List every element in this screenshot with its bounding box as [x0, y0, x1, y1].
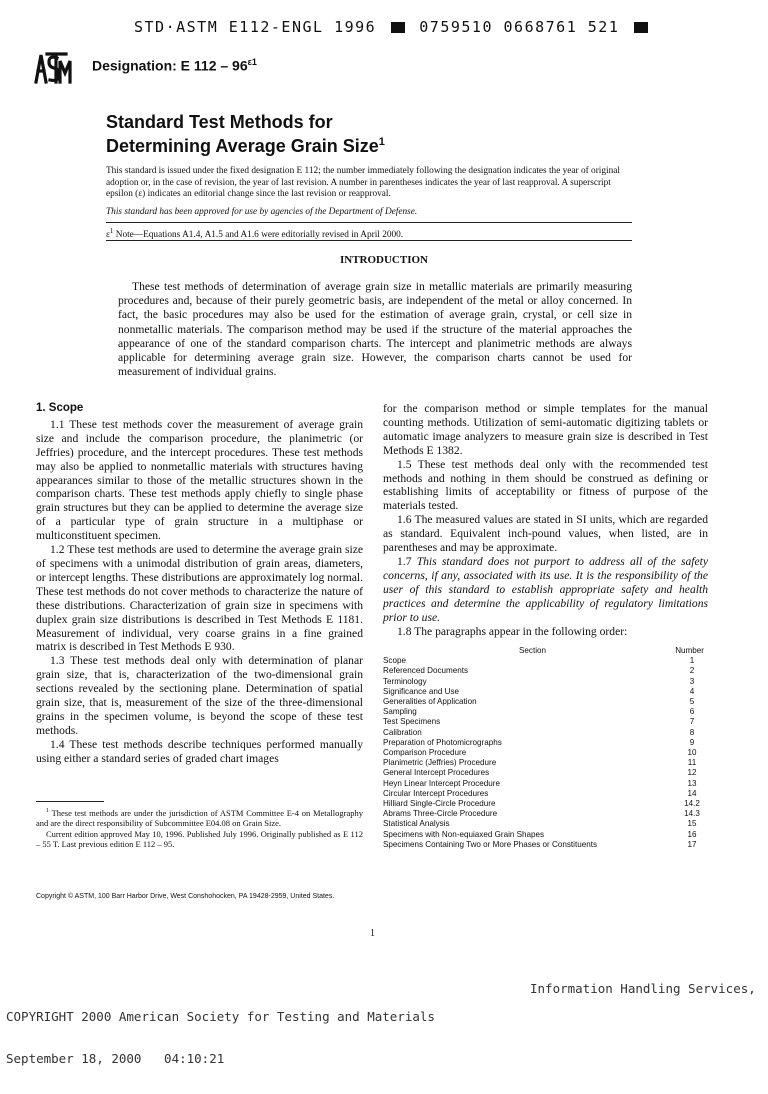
table-row	[383, 840, 710, 850]
paragraph-1-7-text: This standard does not purport to address all of the safety concerns, if any, associated with its use. It is the responsibility of the user of this standard to establish appropriate safety and health practices and determine the applicability of regulatory limitations prior to use.	[383, 554, 708, 624]
table-row	[383, 728, 710, 738]
row-number: 5	[689, 697, 695, 707]
row-section: General Intercept Procedures	[383, 768, 490, 778]
footer-provider: Information Handling Services,	[530, 981, 756, 996]
row-section: Referenced Documents	[383, 666, 469, 676]
designation-label: Designation: E 112 – 96	[92, 57, 248, 74]
paragraph-1-2: 1.2 These test methods are used to determine the average grain size of specimens with a unimodal distribution of grain areas, diameters, or intercept lengths. These distributions are approximately log normal. These test methods do not cover methods to characterize the nature of these distributions. Characterization of grain size in specimens with duplex grain size distributions is described in Test Methods E 1181. Measurement of individual, very coarse grains in a fine grained matrix is described in Test Methods E 930.	[36, 543, 363, 654]
table-row	[383, 717, 710, 727]
divider	[106, 240, 632, 241]
table-body	[383, 656, 710, 850]
paragraph-1-1: 1.1 These test methods cover the measurement of average grain size and include the comparison procedure, the planimetric (or Jeffries) procedure, and the intercept procedures. These test methods may also be applied to nonmetallic materials with structures having appearances similar to those of the metallic structures shown in the comparison charts. These test methods apply chiefly to single phase grain structures but they can be applied to determine the average size of a particular type of grain structure in a multiphase or multiconstituent specimen.	[36, 417, 363, 543]
left-column	[36, 402, 363, 766]
footnote-edition: Current edition approved May 10, 1996. Published July 1996. Originally published as E 112 – 55 T. Last previous edition E 112 – 95.	[36, 828, 363, 850]
table-row	[383, 738, 710, 748]
table-row	[383, 819, 710, 829]
note-sup: 1	[109, 227, 114, 235]
table-row	[383, 830, 710, 840]
paragraph-1-4-continued: for the comparison method or simple templates for the manual counting methods. Utilization of semi-automatic digitizing tablets or automatic image analyzers to measure grain size is described in Test Methods E 1382.	[383, 402, 708, 457]
row-number: 11	[687, 758, 697, 768]
redaction-block-icon	[391, 22, 405, 33]
table-row	[383, 758, 710, 768]
note-text: Note—Equations A1.4, A1.5 and A1.6 were editorially revised in April 2000.	[113, 230, 404, 241]
row-section: Hilliard Single-Circle Procedure	[383, 799, 496, 809]
table-row	[383, 768, 710, 778]
paragraph-1-3: 1.3 These test methods deal only with determination of planar grain size, that is, characterization of the two-dimensional grain sections revealed by the sectioning plane. Determination of spatial grain size, that is, measurement of the size of the three-dimensional grains in the specimen volume, is beyond the scope of these test methods.	[36, 654, 363, 737]
row-section: Specimens with Non-equiaxed Grain Shapes	[383, 829, 545, 839]
paragraph-1-4: 1.4 These test methods describe techniques performed manually using either a standard series of graded chart images	[36, 737, 363, 765]
table-row	[383, 748, 710, 758]
footnote-jurisdiction: These test methods are under the jurisdiction of ASTM Committee E-4 on Metallography and are the direct responsibility of Subcommittee E04.08 on Grain Size.	[36, 807, 363, 829]
row-section: Specimens Containing Two or More Phases or Constituents	[383, 839, 597, 849]
table-row	[383, 666, 710, 676]
row-number: 12	[687, 768, 697, 778]
table-row	[383, 707, 710, 717]
row-number: 8	[689, 727, 695, 737]
astm-logo-icon	[33, 49, 73, 87]
footnote	[36, 806, 363, 849]
footer-timestamp: September 18, 2000 04:10:21	[6, 1051, 225, 1066]
designation	[92, 57, 257, 74]
right-column	[383, 402, 708, 638]
row-number: 3	[689, 676, 695, 686]
divider	[106, 222, 632, 223]
footer-copyright: COPYRIGHT 2000 American Society for Testing and Materials	[6, 1009, 435, 1024]
dod-approval-statement: This standard has been approved for use by agencies of the Department of Defense.	[106, 207, 418, 217]
scope-heading: 1. Scope	[36, 402, 84, 414]
row-number: 7	[689, 717, 695, 727]
row-number: 2	[689, 666, 695, 676]
title-line-2: Determining Average Grain Size	[106, 136, 379, 156]
introduction-body: These test methods of determination of average grain size in metallic materials are primarily measuring procedures and, because of their purely geometric basis, are independent of the metal or alloy concerned. In fact, the basic procedures may also be used for the estimation of average grain, crystal, or cell size in nonmetallic materials. The comparison method may be used if the structure of the material approaches the appearance of one of the standard comparison charts. The intercept and planimetric methods are always applicable for determining average grain size. However, the comparison charts cannot be used for measurement of individual grains.	[118, 280, 632, 379]
page-number: 1	[370, 928, 375, 939]
row-section: Terminology	[383, 676, 427, 686]
paragraph-order-table	[383, 646, 710, 850]
row-number: 17	[687, 839, 697, 849]
row-section: Heyn Linear Intercept Procedure	[383, 778, 500, 788]
row-number: 1	[689, 656, 695, 666]
document-title	[106, 112, 385, 156]
row-section: Statistical Analysis	[383, 819, 450, 829]
row-section: Comparison Procedure	[383, 748, 467, 758]
paragraph-1-7	[383, 555, 708, 625]
row-section: Generalities of Application	[383, 697, 477, 707]
designation-superscript: ε1	[247, 57, 257, 67]
row-section: Circular Intercept Procedures	[383, 788, 489, 798]
document-control-code	[134, 18, 652, 36]
issue-statement: This standard is issued under the fixed designation E 112; the number immediately following the designation indicates the year of original adoption or, in the case of revision, the year of last revision. A number in parentheses indicates the year of last reapproval. A superscript epsilon (ε) indicates an editorial change since the last revision or reapproval.	[106, 166, 620, 199]
title-footnote-ref: 1	[378, 136, 385, 148]
control-code-left: STD·ASTM E112-ENGL 1996	[134, 18, 377, 36]
editorial-note	[106, 227, 403, 240]
paragraph-1-5: 1.5 These test methods deal only with the recommended test methods and nothing in them should be construed as defining or establishing limits of acceptability or fitness of purpose of the materials tested.	[383, 457, 708, 513]
row-number: 14	[687, 788, 697, 798]
table-header	[383, 646, 710, 656]
table-row	[383, 697, 710, 707]
table-row	[383, 779, 710, 789]
copyright-notice: Copyright © ASTM, 100 Barr Harbor Drive, West Conshohocken, PA 19428-2959, United States.	[36, 893, 335, 900]
table-row	[383, 809, 710, 819]
row-number: 14.2	[684, 799, 700, 809]
row-section: Preparation of Photomicrographs	[383, 737, 502, 747]
table-row	[383, 687, 710, 697]
column-header-number: Number	[675, 646, 704, 655]
row-number: 4	[689, 686, 695, 696]
note-epsilon: ε	[106, 230, 110, 241]
row-number: 10	[687, 748, 697, 758]
row-number: 15	[687, 819, 697, 829]
paragraph-1-7-number: 1.7	[397, 554, 417, 568]
introduction-heading: INTRODUCTION	[339, 254, 428, 266]
row-number: 6	[689, 707, 695, 717]
row-section: Calibration	[383, 727, 422, 737]
redaction-block-icon	[634, 22, 648, 33]
row-section: Planimetric (Jeffries) Procedure	[383, 758, 497, 768]
table-row	[383, 799, 710, 809]
control-code-mid: 0759510 0668761 521	[419, 18, 620, 36]
row-section: Abrams Three-Circle Procedure	[383, 809, 498, 819]
table-row	[383, 677, 710, 687]
title-line-1: Standard Test Methods for	[106, 112, 333, 132]
row-section: Test Specimens	[383, 717, 441, 727]
row-number: 16	[687, 829, 697, 839]
table-row	[383, 656, 710, 666]
paragraph-1-8: 1.8 The paragraphs appear in the following order:	[397, 624, 628, 638]
column-header-section: Section	[519, 646, 546, 655]
footnote-marker: 1	[46, 808, 49, 814]
paragraph-1-6: 1.6 The measured values are stated in SI units, which are regarded as standard. Equivalent inch-pound values, when listed, are in parentheses and may be approximate.	[383, 513, 708, 555]
row-section: Scope	[383, 656, 406, 666]
row-number: 9	[689, 737, 695, 747]
footnote-divider	[36, 801, 104, 802]
table-row	[383, 789, 710, 799]
row-number: 13	[687, 778, 697, 788]
distribution-footer	[6, 982, 766, 1094]
row-section: Sampling	[383, 707, 417, 717]
row-number: 14.3	[684, 809, 700, 819]
row-section: Significance and Use	[383, 686, 460, 696]
